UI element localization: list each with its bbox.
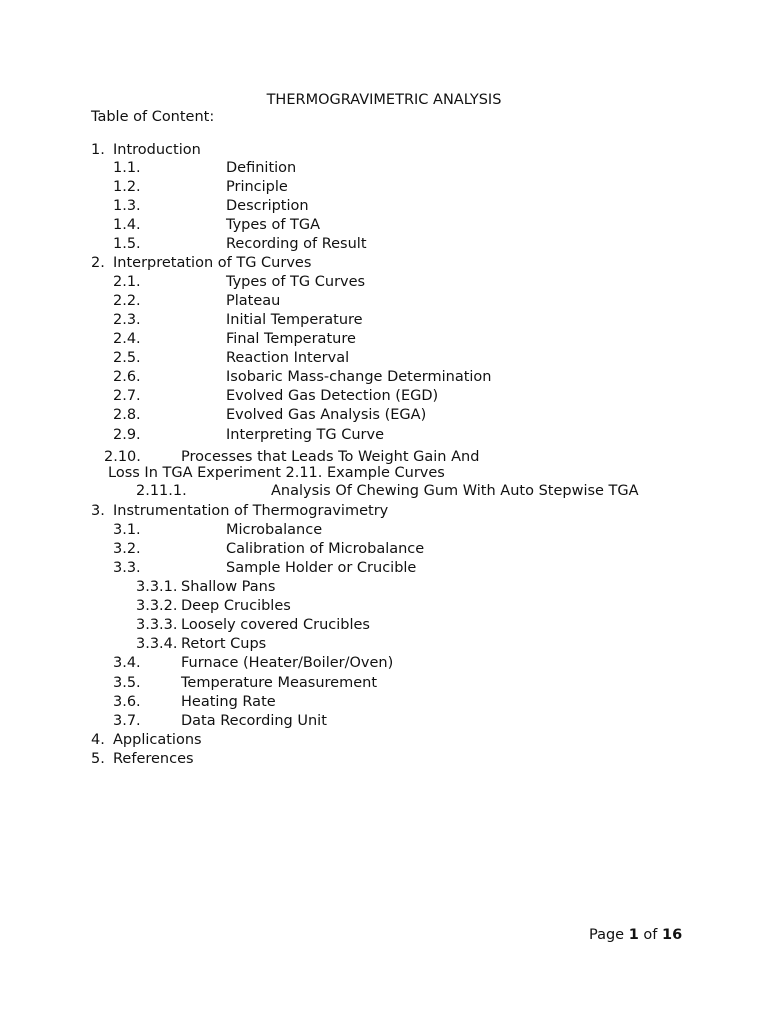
toc-text: Types of TGA <box>226 217 321 233</box>
toc-text: Shallow Pans <box>181 579 276 595</box>
toc-text: Processes that Leads To Weight Gain And <box>181 449 480 465</box>
toc-number: 1.4. <box>113 217 141 233</box>
page-label: Page <box>589 927 625 943</box>
current-page-number: 1 <box>628 927 639 943</box>
of-label: of <box>643 927 658 943</box>
toc-number: 2.10. <box>104 449 141 465</box>
toc-number: 2.11.1. <box>136 483 187 499</box>
toc-number: 2.6. <box>113 369 141 385</box>
toc-text: Calibration of Microbalance <box>226 541 425 557</box>
toc-text: Loss In TGA Experiment 2.11. Example Curves <box>108 465 445 481</box>
toc-text: Furnace (Heater/Boiler/Oven) <box>181 655 394 671</box>
toc-number: 1.1. <box>113 160 141 176</box>
toc-text: Isobaric Mass-change Determination <box>226 369 492 385</box>
toc-number: 3.5. <box>113 675 141 691</box>
toc-number: 2.7. <box>113 388 141 404</box>
toc-number: 2.1. <box>113 274 141 290</box>
toc-number: 3.3. <box>113 560 141 576</box>
toc-text: Data Recording Unit <box>181 713 327 729</box>
document-title: THERMOGRAVIMETRIC ANALYSIS <box>266 92 502 108</box>
toc-text: Final Temperature <box>226 331 356 347</box>
toc-number: 3.3.1. <box>136 579 178 595</box>
toc-text: Analysis Of Chewing Gum With Auto Stepwise TGA <box>271 483 639 499</box>
toc-text: Deep Crucibles <box>181 598 291 614</box>
toc-number: 3.4. <box>113 655 141 671</box>
toc-number: 3.3.3. <box>136 617 178 633</box>
toc-number: 1. <box>91 142 105 158</box>
toc-number: 3. <box>91 503 105 519</box>
toc-text: Microbalance <box>226 522 323 538</box>
toc-text: Sample Holder or Crucible <box>226 560 417 576</box>
toc-number: 3.3.2. <box>136 598 178 614</box>
toc-text: Applications <box>113 732 202 748</box>
toc-text: Types of TG Curves <box>226 274 366 290</box>
toc-text: Heating Rate <box>181 694 276 710</box>
toc-number: 1.3. <box>113 198 141 214</box>
toc-number: 2.5. <box>113 350 141 366</box>
toc-heading: Table of Content: <box>91 109 215 125</box>
toc-text: Recording of Result <box>226 236 367 252</box>
toc-number: 3.6. <box>113 694 141 710</box>
toc-text: Evolved Gas Analysis (EGA) <box>226 407 427 423</box>
toc-text: Instrumentation of Thermogravimetry <box>113 503 389 519</box>
toc-number: 2. <box>91 255 105 271</box>
toc-number: 2.3. <box>113 312 141 328</box>
toc-text: Description <box>226 198 309 214</box>
toc-text: Introduction <box>113 142 201 158</box>
toc-number: 2.9. <box>113 427 141 443</box>
toc-number: 3.3.4. <box>136 636 178 652</box>
toc-text: Interpretation of TG Curves <box>113 255 312 271</box>
toc-number: 5. <box>91 751 105 767</box>
toc-text: Initial Temperature <box>226 312 363 328</box>
toc-text: Loosely covered Crucibles <box>181 617 370 633</box>
toc-number: 2.8. <box>113 407 141 423</box>
toc-text: Temperature Measurement <box>181 675 378 691</box>
toc-text: Principle <box>226 179 288 195</box>
toc-number: 1.5. <box>113 236 141 252</box>
toc-text: Definition <box>226 160 297 176</box>
toc-number: 1.2. <box>113 179 141 195</box>
toc-number: 4. <box>91 732 105 748</box>
toc-text: Reaction Interval <box>226 350 350 366</box>
toc-number: 3.2. <box>113 541 141 557</box>
toc-text: Plateau <box>226 293 281 309</box>
toc-number: 2.4. <box>113 331 141 347</box>
toc-text: References <box>113 751 194 767</box>
toc-number: 3.1. <box>113 522 141 538</box>
toc-text: Interpreting TG Curve <box>226 427 384 443</box>
total-pages-number: 16 <box>662 927 683 943</box>
page-footer <box>589 927 682 943</box>
toc-number: 2.2. <box>113 293 141 309</box>
toc-number: 3.7. <box>113 713 141 729</box>
toc-text: Evolved Gas Detection (EGD) <box>226 388 439 404</box>
toc-text: Retort Cups <box>181 636 267 652</box>
